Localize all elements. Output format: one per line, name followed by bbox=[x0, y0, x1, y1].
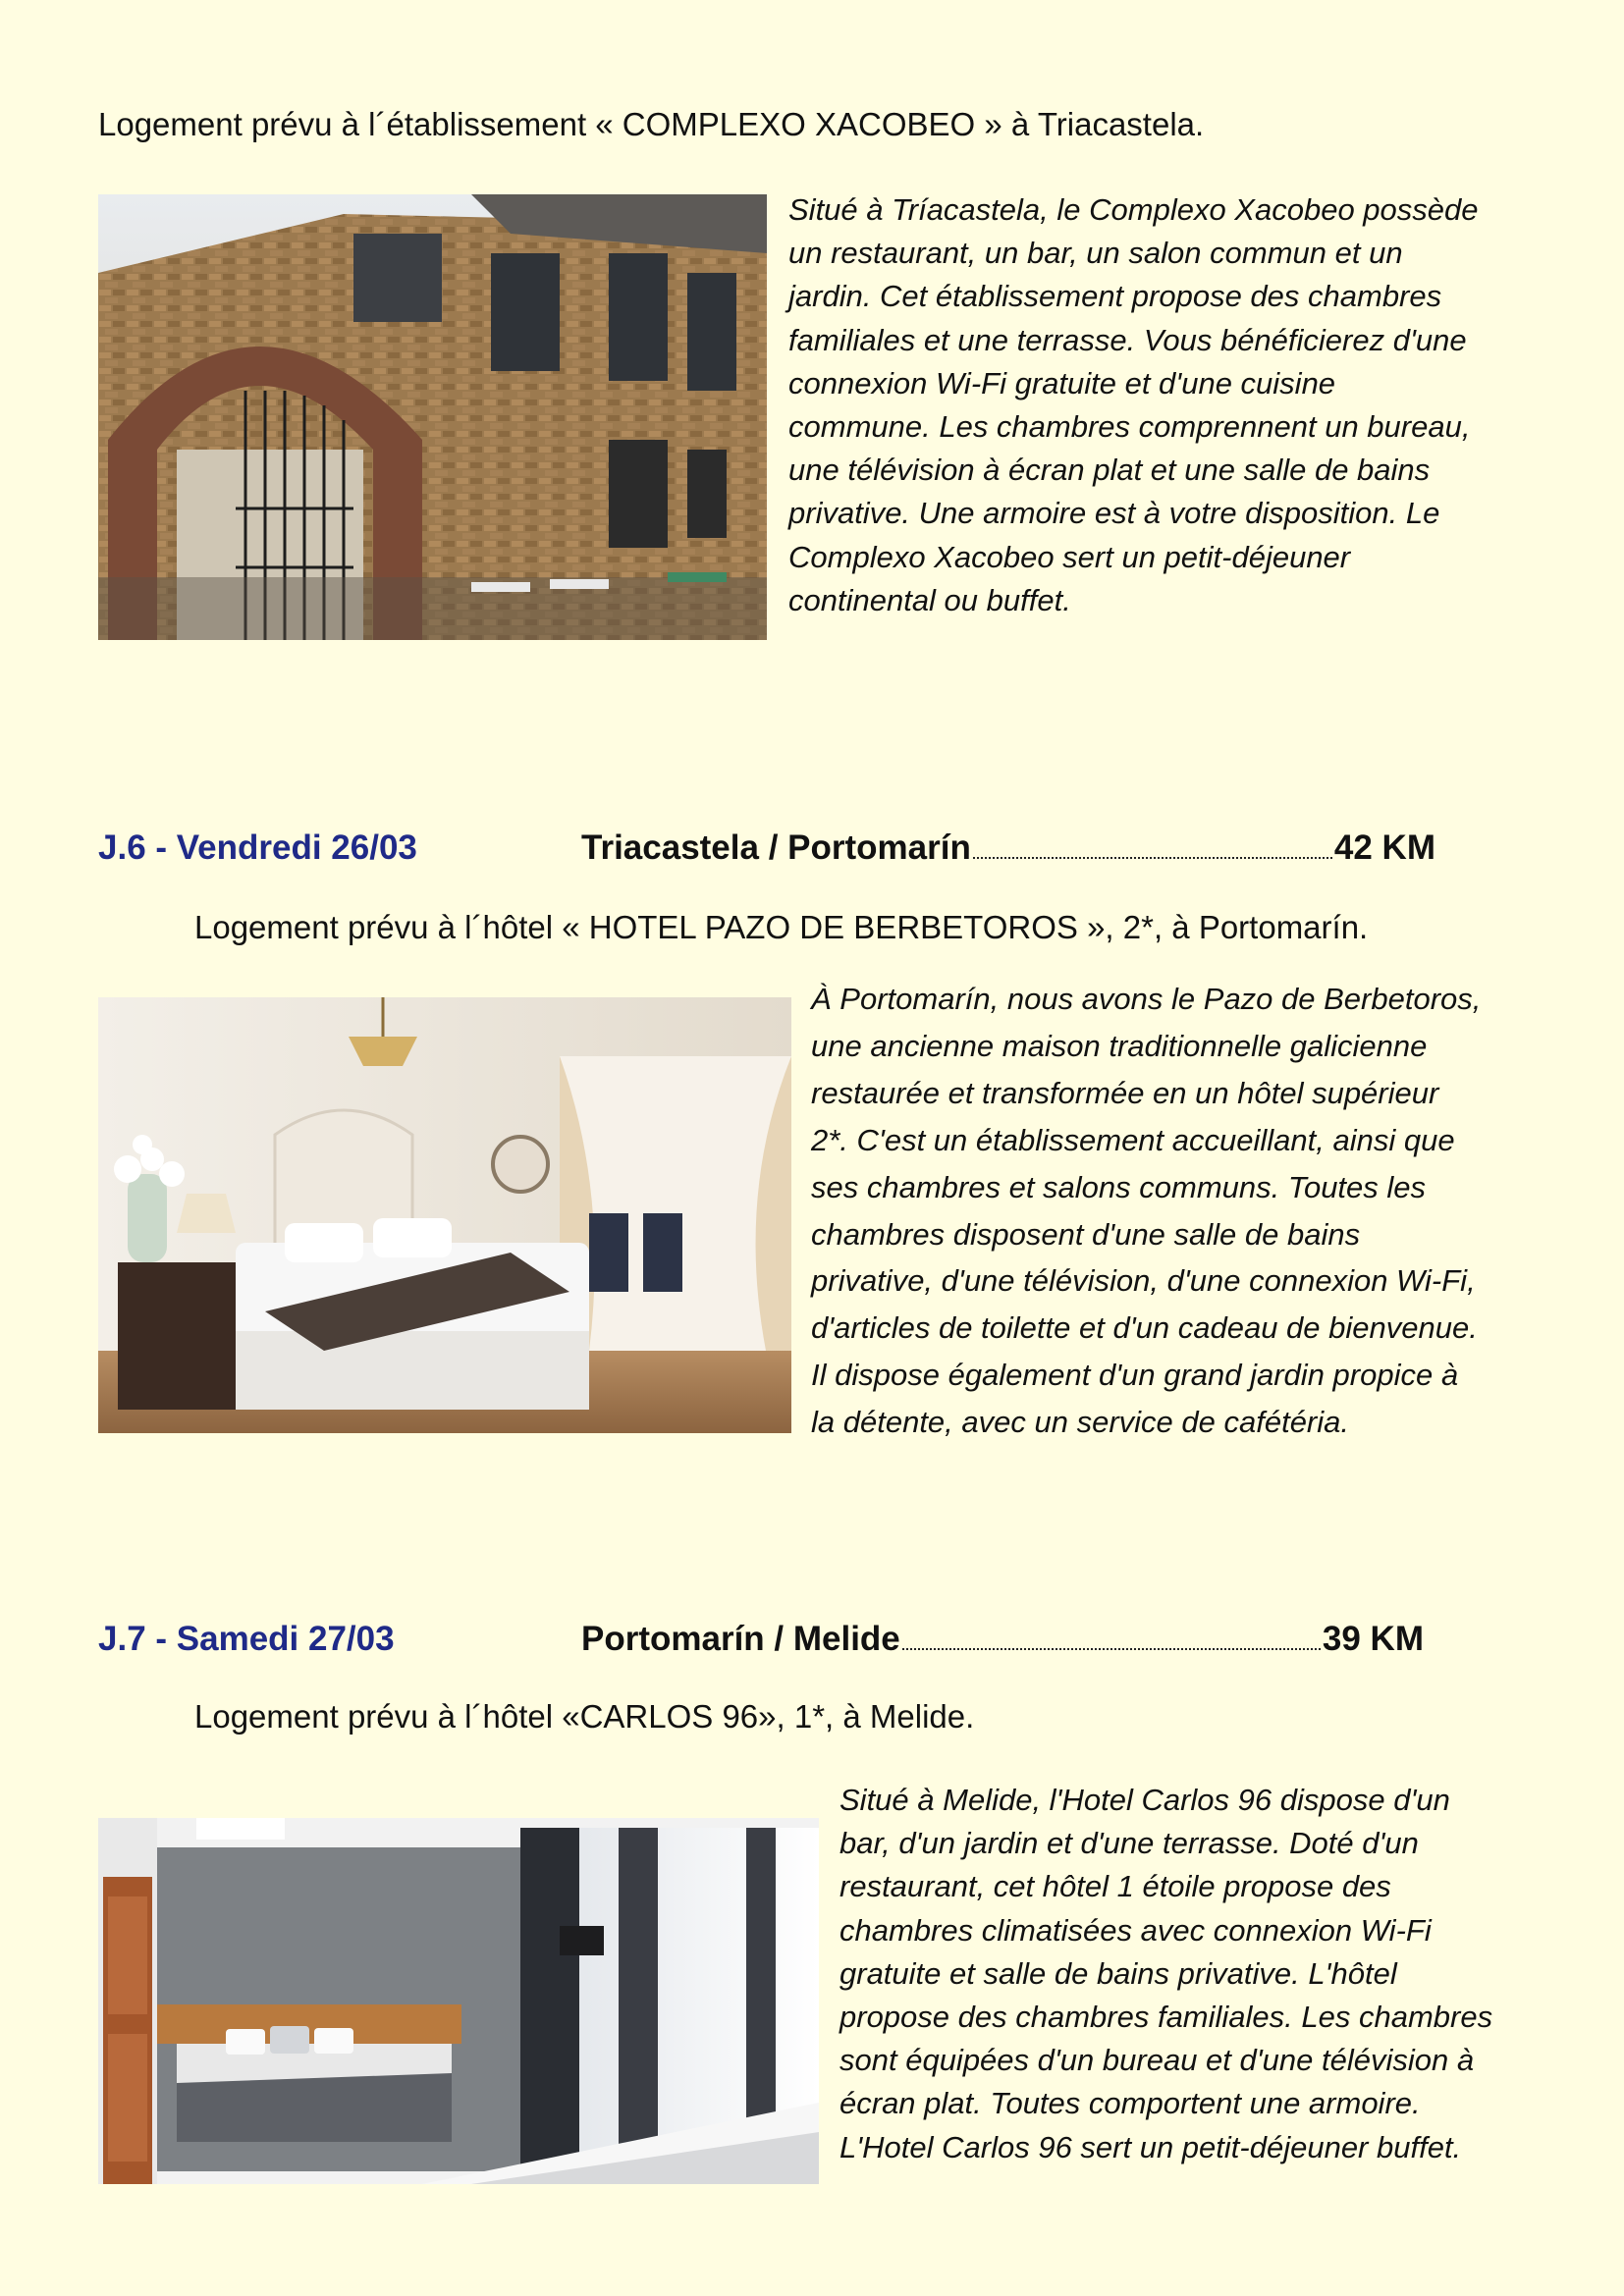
day6-leader-dots bbox=[973, 853, 1332, 859]
day7-desc-line: propose des chambres familiales. Les chambres bbox=[839, 2000, 1493, 2035]
day6-desc-line: la détente, avec un service de cafétéria. bbox=[811, 1405, 1349, 1440]
day6-desc-line: privative, d'une télévision, d'une connexion Wi-Fi, bbox=[811, 1263, 1476, 1299]
day6-route: Triacastela / Portomarín bbox=[581, 828, 971, 867]
day7-leader-dots bbox=[902, 1644, 1321, 1650]
day6-route-row bbox=[581, 830, 1435, 865]
day7-distance: 39 KM bbox=[1322, 1620, 1424, 1658]
xacobeo-desc-line: jardin. Cet établissement propose des chambres bbox=[788, 279, 1442, 314]
day6-description bbox=[811, 976, 1616, 1446]
day7-description bbox=[839, 1779, 1615, 2169]
xacobeo-lodging-line: Logement prévu à l´établissement « COMPLEXO XACOBEO » à Triacastela. bbox=[98, 106, 1205, 142]
xacobeo-desc-line: privative. Une armoire est à votre disposition. Le bbox=[788, 496, 1440, 531]
day6-desc-line: À Portomarín, nous avons le Pazo de Berbetoros, bbox=[811, 982, 1482, 1016]
pazo-berbetoros-photo bbox=[98, 997, 791, 1433]
xacobeo-desc-line: commune. Les chambres comprennent un bureau, bbox=[788, 409, 1471, 445]
xacobeo-desc-line: familiales et une terrasse. Vous bénéficierez d'une bbox=[788, 322, 1467, 357]
xacobeo-desc-line: une télévision à écran plat et une salle de bains bbox=[788, 453, 1431, 488]
xacobeo-description bbox=[788, 188, 1603, 622]
day6-desc-line: une ancienne maison traditionnelle galicienne bbox=[811, 1028, 1428, 1063]
day6-distance: 42 KM bbox=[1333, 828, 1435, 867]
day7-desc-line: chambres climatisées avec connexion Wi-Fi bbox=[839, 1912, 1432, 1948]
day7-label: J.7 - Samedi 27/03 bbox=[98, 1620, 395, 1658]
day6-desc-line: d'articles de toilette et d'un cadeau de bienvenue. bbox=[811, 1310, 1478, 1346]
xacobeo-desc-line: connexion Wi-Fi gratuite et d'une cuisine bbox=[788, 365, 1336, 400]
day7-desc-line: bar, d'un jardin et d'une terrasse. Doté d'un bbox=[839, 1826, 1419, 1861]
day7-desc-line: Situé à Melide, l'Hotel Carlos 96 dispose d'un bbox=[839, 1783, 1450, 1817]
day7-desc-line: restaurant, cet hôtel 1 étoile propose des bbox=[839, 1869, 1391, 1904]
day6-desc-line: 2*. C'est un établissement accueillant, ainsi que bbox=[811, 1122, 1455, 1157]
xacobeo-desc-line: un restaurant, un bar, un salon commun et un bbox=[788, 236, 1403, 271]
day7-lodging-line: Logement prévu à l´hôtel «CARLOS 96», 1*, à Melide. bbox=[194, 1698, 975, 1735]
day7-desc-line: L'Hotel Carlos 96 sert un petit-déjeuner buffet. bbox=[839, 2129, 1462, 2164]
day6-label: J.6 - Vendredi 26/03 bbox=[98, 828, 417, 867]
day6-desc-line: ses chambres et salons communs. Toutes les bbox=[811, 1169, 1427, 1204]
day6-desc-line: restaurée et transformée en un hôtel supérieur bbox=[811, 1075, 1439, 1110]
day7-desc-line: gratuite et salle de bains privative. L'hôtel bbox=[839, 1955, 1397, 1991]
day7-desc-line: écran plat. Toutes comportent une armoire. bbox=[839, 2086, 1421, 2121]
day6-desc-line: chambres disposent d'une salle de bains bbox=[811, 1216, 1361, 1252]
day6-lodging-line: Logement prévu à l´hôtel « HOTEL PAZO DE BERBETOROS », 2*, à Portomarín. bbox=[194, 909, 1369, 945]
xacobeo-desc-line: Complexo Xacobeo sert un petit-déjeuner bbox=[788, 539, 1351, 574]
xacobeo-desc-line: continental ou buffet. bbox=[788, 582, 1071, 617]
day7-desc-line: sont équipées d'un bureau et d'une télévision à bbox=[839, 2043, 1475, 2078]
day7-route-row bbox=[581, 1622, 1424, 1656]
carlos96-photo bbox=[98, 1818, 819, 2184]
xacobeo-photo bbox=[98, 194, 767, 640]
day6-desc-line: Il dispose également d'un grand jardin propice à bbox=[811, 1358, 1459, 1393]
day7-route: Portomarín / Melide bbox=[581, 1620, 900, 1658]
xacobeo-desc-line: Situé à Tríacastela, le Complexo Xacobeo possède bbox=[788, 192, 1479, 227]
